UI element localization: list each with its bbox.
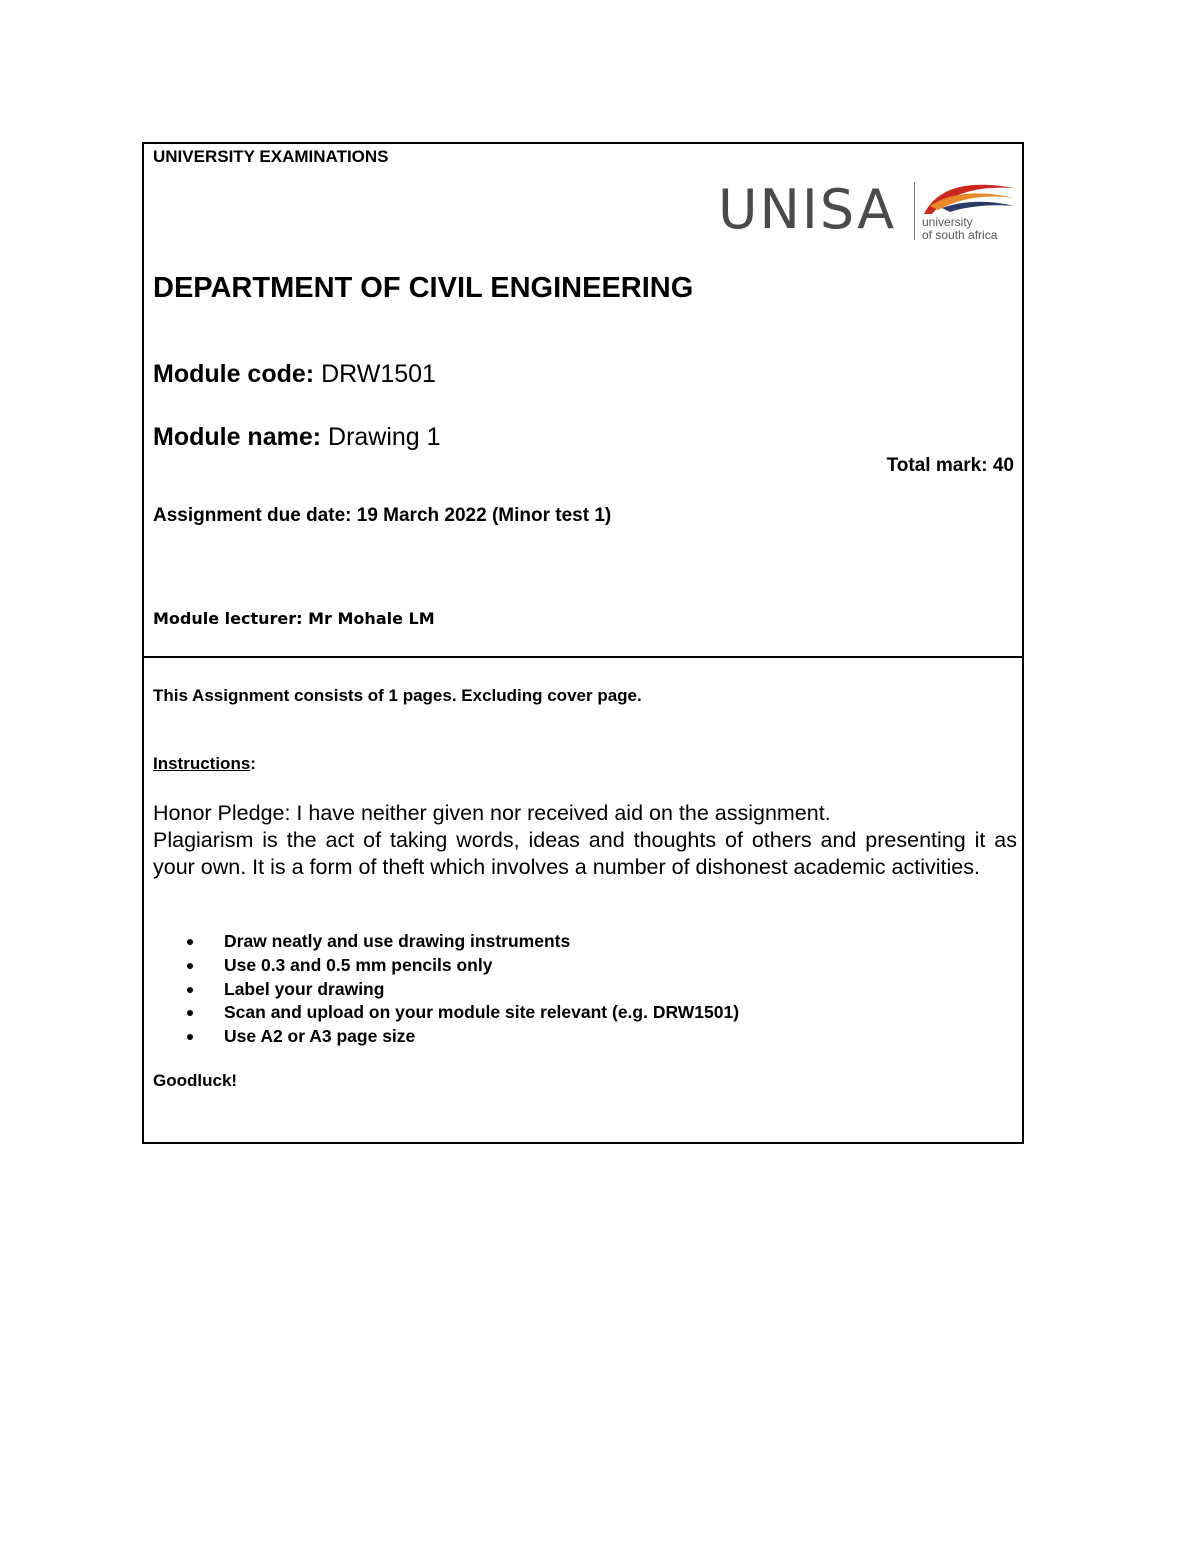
module-code <box>153 360 436 389</box>
list-item-text: Use A2 or A3 page size <box>224 1026 416 1047</box>
closing-text: Goodluck! <box>153 1071 238 1090</box>
list-item <box>153 954 739 978</box>
logo-swoosh-icon <box>920 178 1016 216</box>
department-title: DEPARTMENT OF CIVIL ENGINEERING <box>153 272 694 304</box>
bullet-icon <box>187 939 193 945</box>
logo-subtitle <box>922 216 997 242</box>
logo-wordmark: UNISA <box>718 178 897 241</box>
list-item-text: Draw neatly and use drawing instruments <box>224 931 571 951</box>
instruction-list <box>153 930 739 1049</box>
module-code-label: Module code: <box>153 360 322 388</box>
list-item <box>153 930 739 954</box>
honor-pledge-paragraph <box>153 800 1017 881</box>
logo-sub-line2: of south africa <box>922 228 998 242</box>
list-item <box>153 1025 739 1049</box>
total-mark: Total mark: 40 <box>886 455 1014 476</box>
instructions-label: Instructions <box>153 754 251 773</box>
list-item-text: Label your drawing <box>224 978 385 999</box>
list-item-text: Use 0.3 and 0.5 mm pencils only <box>224 954 493 975</box>
list-item <box>153 1001 739 1025</box>
module-name-value: Drawing 1 <box>328 423 441 451</box>
module-code-value: DRW1501 <box>321 360 436 388</box>
exam-label: UNIVERSITY EXAMINATIONS <box>153 147 389 166</box>
list-item-text: Scan and upload on your module site relevant (e.g. DRW1501) <box>224 1002 740 1023</box>
logo-divider <box>914 182 915 240</box>
cover-page-box <box>142 142 1024 1144</box>
instructions-heading <box>153 754 256 774</box>
instructions-colon: : <box>250 754 256 773</box>
page-count-note: This Assignment consists of 1 pages. Excluding cover page. <box>153 686 642 705</box>
bullet-icon <box>187 963 193 969</box>
honor-pledge-line: Honor Pledge: I have neither given nor received aid on the assignment. <box>153 801 831 825</box>
module-lecturer: Module lecturer: Mr Mohale LM <box>153 609 435 628</box>
plagiarism-text: Plagiarism is the act of taking words, ideas and thoughts of others and presenting it as your own. It is a form of theft which involves a number of dishonest academic activities. <box>153 828 1017 879</box>
bullet-icon <box>187 987 193 993</box>
bullet-icon <box>187 1010 193 1016</box>
module-name <box>153 423 441 452</box>
unisa-logo <box>718 176 1018 246</box>
due-date: Assignment due date: 19 March 2022 (Minor test 1) <box>153 505 612 526</box>
bullet-icon <box>187 1034 193 1040</box>
logo-sub-line1: university <box>922 215 973 229</box>
module-name-label: Module name: <box>153 423 329 451</box>
list-item <box>153 978 739 1002</box>
cover-header-section <box>144 144 1022 658</box>
